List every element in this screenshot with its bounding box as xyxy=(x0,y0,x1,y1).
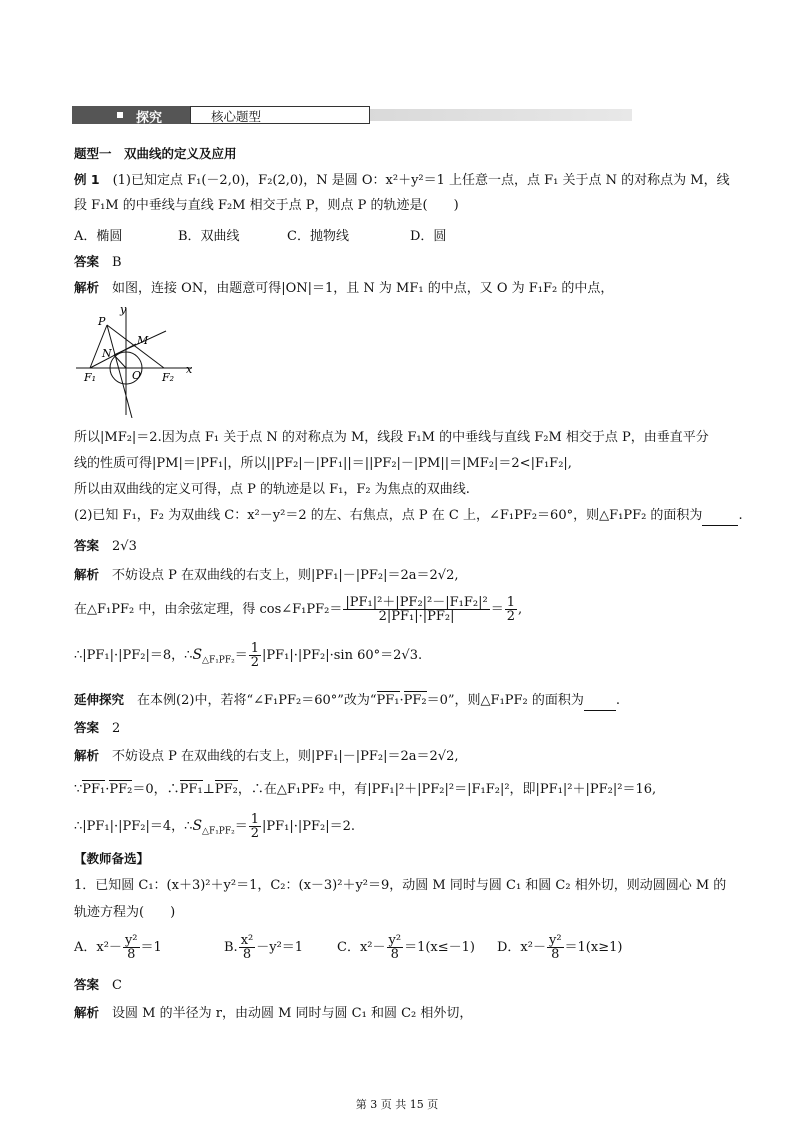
opt-a-post: ＝1 xyxy=(140,940,162,955)
label-f1: F₁ xyxy=(84,371,97,384)
ans1-value: B xyxy=(112,255,122,270)
opt-b-post: －y²＝1 xyxy=(256,940,304,955)
jx2-label: 解析 xyxy=(74,567,100,582)
label-n: N xyxy=(102,347,112,360)
p2-line: (2)已知 F₁，F₂ 为双曲线 C：x²－y²＝2 的左、右焦点，点 P 在 C 上，∠F₁PF₂＝60°，则△F₁PF₂ 的面积为 . xyxy=(74,507,743,526)
area-text-pre: ∴|PF₁|·|PF₂|＝8，∴ xyxy=(74,648,193,663)
ans-label: 答案 xyxy=(74,254,100,269)
ext-ans-label: 答案 xyxy=(74,720,100,735)
opt-d-frac xyxy=(547,934,564,961)
half-fraction xyxy=(505,596,517,623)
ex1-label: 例 1 xyxy=(74,172,100,187)
jx1-text1: 如图，连接 ON，由题意可得|ON|＝1，且 N 为 MF₁ 的中点，又 O 为 F₁F₂ 的中点， xyxy=(112,281,614,296)
ext-area-symbol: S xyxy=(192,818,203,834)
banner-dark-block xyxy=(72,106,190,124)
label-o: O xyxy=(132,369,142,382)
seg-n-o xyxy=(114,355,126,368)
area-text-post: |PF₁|·|PF₂|·sin 60°＝2√3. xyxy=(262,648,423,663)
jx-label: 解析 xyxy=(74,280,100,295)
ext-area-sub: △F₁PF₂ xyxy=(202,826,235,837)
ext-jx-label: 解析 xyxy=(74,748,100,763)
option-a: A．椭圆 xyxy=(74,229,123,244)
opt-a-pre: A．x²－ xyxy=(74,940,122,955)
jx1-line2: 所以|MF₂|＝2.因为点 F₁ 关于点 N 的对称点为 M，线段 F₁M 的中垂线与直线 F₂M 相交于点 P，由垂直平分 xyxy=(74,430,709,445)
jx1-line3: 线的性质可得|PM|＝|PF₁|，所以||PF₂|－|PF₁||＝||PF₂|－|PM||＝|MF₂|＝2<|F₁F₂|, xyxy=(74,456,572,471)
ext-jx-text2c: ，∴在△F₁PF₂ 中，有|PF₁|²＋|PF₂|²＝|F₁F₂|²，即|PF₁|²＋|PF₂|²＝16, xyxy=(237,782,657,797)
label-m: M xyxy=(137,334,149,347)
label-f2: F₂ xyxy=(162,371,175,384)
opt-b-frac xyxy=(239,934,256,961)
banner-square-icon xyxy=(117,112,123,118)
answer-blank xyxy=(702,507,738,526)
ext-half-num: 1 xyxy=(250,812,260,827)
half-den: 2 xyxy=(506,609,515,624)
option-c: C．抛物线 xyxy=(287,229,349,244)
ext-jx-text2b: ＝0，∴ xyxy=(132,782,180,797)
opt-d-num: y² xyxy=(548,933,562,948)
cos-fraction-num: |PF₁|²＋|PF₂|²－|F₁F₂|² xyxy=(345,595,488,610)
ext-text-post: ＝0”，则△F₁PF₂ 的面积为 xyxy=(426,693,584,708)
area-symbol: S xyxy=(192,647,203,663)
ext-answer-blank xyxy=(584,692,616,711)
ext-half-den: 2 xyxy=(250,826,260,841)
teacher-jx-line xyxy=(74,1004,472,1023)
vec-pf1-c: PF₁ xyxy=(179,782,203,797)
because-symbol: ∵ xyxy=(74,782,83,797)
ex1-text1: (1)已知定点 F₁(－2,0)，F₂(2,0)，N 是圆 O：x²＋y²＝1 上任意一点，点 F₁ 关于点 N 的对称点为 M，线 xyxy=(112,173,730,188)
ext-line: 延伸探究 在本例(2)中，若将“∠F₁PF₂＝60°”改为“PF₁·PF₂＝0”，则△F₁PF₂ 的面积为 . xyxy=(74,691,620,711)
vec-pf2-b: PF₂ xyxy=(109,782,133,797)
opt-c-frac xyxy=(387,934,404,961)
teacher-opt-b xyxy=(224,934,303,961)
area-half-num: 1 xyxy=(250,641,260,656)
opt-a-num: y² xyxy=(124,933,138,948)
teacher-opt-d xyxy=(497,934,622,961)
teacher-jx-text: 设圆 M 的半径为 r，由动圆 M 同时与圆 C₁ 和圆 C₂ 相外切， xyxy=(112,1006,473,1021)
ans2-value: 2√3 xyxy=(112,539,137,554)
jx2-text1: 不妨设点 P 在双曲线的右支上，则|PF₁|－|PF₂|＝2a＝2√2, xyxy=(112,568,459,583)
ext-label: 延伸探究 xyxy=(74,692,125,707)
ex1-line1 xyxy=(74,171,730,190)
ext-dot: · xyxy=(399,693,404,708)
cos-fraction-den: 2|PF₁|·|PF₂| xyxy=(378,609,455,624)
ext-area-pre: ∴|PF₁|·|PF₂|＝4，∴ xyxy=(74,819,193,834)
cos-fraction xyxy=(343,596,489,623)
ans2-label: 答案 xyxy=(74,538,100,553)
teacher-jx-label: 解析 xyxy=(74,1005,100,1020)
ext-jx-text1: 不妨设点 P 在双曲线的右支上，则|PF₁|－|PF₂|＝2a＝2√2, xyxy=(112,749,459,764)
ans2-line xyxy=(74,537,137,556)
vec-pf2: PF₂ xyxy=(403,693,427,708)
option-b: B．双曲线 xyxy=(178,229,240,244)
opt-c-pre: C．x²－ xyxy=(337,940,386,955)
cos-eq: ＝ xyxy=(490,602,504,617)
ext-ans-line xyxy=(74,719,120,738)
area-half xyxy=(249,642,261,669)
teacher-ans-line xyxy=(74,976,122,995)
opt-a-den: 8 xyxy=(127,947,136,962)
ext-jx-line3: ∴|PF₁|·|PF₂|＝4，$\therefore S_{\triangle F_1PF_2}=$ $\frac{1}{2}$ |PF₁|·|PF₂|＝2. xyxy=(74,812,356,841)
opt-b-den: 8 xyxy=(242,947,252,962)
opt-c-den: 8 xyxy=(390,947,399,962)
banner-right-box xyxy=(190,106,370,124)
ext-area-post: |PF₁|·|PF₂|＝2. xyxy=(262,819,356,834)
perp-symbol: ⊥ xyxy=(202,782,215,797)
teacher-ans-label: 答案 xyxy=(74,977,100,992)
teacher-opt-c xyxy=(337,934,475,961)
ext-jx-line2 xyxy=(74,781,656,799)
hyperbola-figure xyxy=(74,303,204,418)
jx2-line1 xyxy=(74,566,459,585)
section-banner xyxy=(72,106,632,124)
teacher-q-line2: 轨迹方程为( ) xyxy=(74,905,176,920)
area-sub: △F₁PF₂ xyxy=(202,655,235,666)
cos-text: 在△F₁PF₂ 中，由余弦定理，得 cos∠F₁PF₂＝ xyxy=(74,602,343,617)
vec-pf1-b: PF₁ xyxy=(82,782,106,797)
p2-text: (2)已知 F₁，F₂ 为双曲线 C：x²－y²＝2 的左、右焦点，点 P 在 C 上，∠F₁PF₂＝60°，则△F₁PF₂ 的面积为 xyxy=(74,508,703,523)
opt-d-den: 8 xyxy=(551,947,560,962)
ext-ans-value: 2 xyxy=(112,721,121,736)
jx1-line1 xyxy=(74,279,613,298)
area-half-den: 2 xyxy=(250,655,260,670)
ans1-line xyxy=(74,253,122,272)
teacher-ans-value: C xyxy=(112,978,122,993)
dot-b: · xyxy=(105,782,110,797)
teacher-title: 【教师备选】 xyxy=(74,851,150,866)
vec-pf1: PF₁ xyxy=(376,693,400,708)
ext-text-pre: 在本例(2)中，若将“∠F₁PF₂＝60°”改为“ xyxy=(137,693,377,708)
seg-p-f2 xyxy=(107,325,164,368)
page-footer: 第 3 页 共 15 页 xyxy=(355,1098,439,1111)
banner-right-label: 核心题型 xyxy=(211,109,262,124)
jx2-line3: ∴|PF₁|·|PF₂|＝8，$\therefore S_{\triangle F_1PF_2}=$ $\frac{1}{2}$ |PF₁|·|PF₂|·sin 60°＝2√3. xyxy=(74,641,423,670)
half-num: 1 xyxy=(506,595,515,610)
ex1-line2: 段 F₁M 的中垂线与直线 F₂M 相交于点 P，则点 P 的轨迹是( ) xyxy=(74,198,459,213)
opt-d-pre: D．x²－ xyxy=(497,940,546,955)
banner-left-label: 探究 xyxy=(136,111,163,126)
teacher-q-line1: 1．已知圆 C₁：(x＋3)²＋y²＝1，C₂：(x－3)²＋y²＝9，动圆 M 同时与圆 C₁ 和圆 C₂ 相外切，则动圆圆心 M 的 xyxy=(74,878,727,893)
opt-d-post: ＝1(x≥1) xyxy=(564,940,623,955)
jx2-line2: 在△F₁PF₂ 中，由余弦定理，得 cos∠F₁PF₂＝ $\frac{\text{|PF₁|²＋|PF₂|²－|F₁F₂|²}}{\text{2|PF₁|·|PF₂|}}$ ＝ $\frac{1}{2}$ , xyxy=(74,595,523,624)
option-d: D．圆 xyxy=(410,229,447,244)
teacher-opt-a xyxy=(74,934,162,961)
opt-b-pre: B. xyxy=(224,940,238,955)
ext-half xyxy=(249,813,261,840)
jx1-line4: 所以由双曲线的定义可得，点 P 的轨迹是以 F₁，F₂ 为焦点的双曲线. xyxy=(74,482,470,497)
vec-pf2-c: PF₂ xyxy=(214,782,238,797)
label-y: y xyxy=(120,303,127,316)
opt-c-num: y² xyxy=(388,933,402,948)
opt-c-post: ＝1(x≤－1) xyxy=(404,940,475,955)
opt-b-num: x² xyxy=(240,933,254,948)
label-p: P xyxy=(98,315,106,328)
label-x: x xyxy=(186,363,193,376)
ext-jx-line1 xyxy=(74,747,459,766)
section-title: 题型一 双曲线的定义及应用 xyxy=(74,146,237,161)
opt-a-frac xyxy=(123,934,140,961)
